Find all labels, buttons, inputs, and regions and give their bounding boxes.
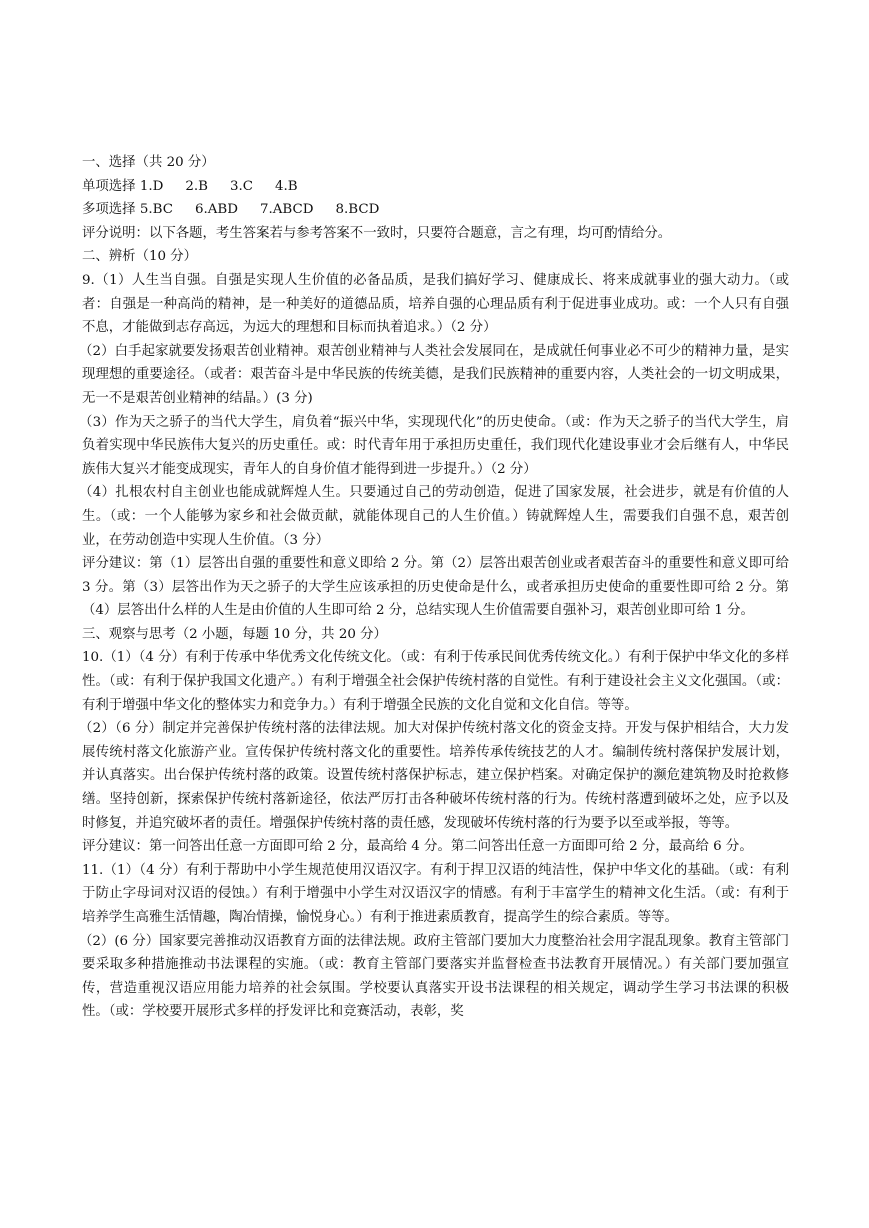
section3-heading: 三、观察与思考（2 小题，每题 10 分，共 20 分） <box>82 626 387 642</box>
q9-part3: （3）作为天之骄子的当代大学生，肩负着“振兴中华，实现现代化”的历史使命。（或：作为天之骄子的当代大学生，肩负着实现中华民族伟大复兴的历史重任。或：时代青年用于承担历史重任，我们现代化建设事业才会后继有人，中华民族伟大复兴才能变成现实，青年人的自身价值才能得到进一步提升。）（2 分） <box>79 414 789 477</box>
section1-heading: 一、选择（共 20 分） <box>82 155 215 170</box>
answer-4: 4.B <box>275 178 298 194</box>
answer-key-page <box>79 151 789 1024</box>
q9-part4: （4）扎根农村自主创业也能成就辉煌人生。只要通过自己的劳动创造，促进了国家发展，社会进步，就是有价值的人生。（或：一个人能够为家乡和社会做贡献，就能体现自己的人生价值。）铸就辉煌人生，需要我们自强不息，艰苦创业，在劳动创造中实现人生价值。（3 分） <box>79 485 789 548</box>
answer-8: 8.BCD <box>335 202 380 218</box>
answer-5: 5.BC <box>139 202 173 218</box>
q11-part2: （2）(6 分）国家要完善推动汉语教育方面的法律法规。政府主管部门要加大力度整治社会用字混乱现象。教育主管部门要采取多种措施推动书法课程的实施。（或：教育主管部门要落实并监督检查书法教育开展情况。）有关部门要加强宣传，营造重视汉语应用能力培养的社会氛围。学校要认真落实开设书法课程的相关规定，调动学生学习书法课的积极性。（或：学校要开展形式多样的抒发评比和竞赛活动，表彰，奖 <box>79 933 789 1020</box>
section2-scoring-note: 评分建议：第（1）层答出自强的重要性和意义即给 2 分。第（2）层答出艰苦创业或者艰苦奋斗的重要性和意义即可给 3 分。第（3）层答出作为天之骄子的大学生应该承担的历史使命是什么，或者承担历史使命的重要性即可给 2 分。第（4）层答出什么样的人生是由价值的人生即可给 2 分，总结实现人生价值需要自强补习，艰苦创业即可给 1 分。 <box>82 556 789 619</box>
q10-part1: 10.（1）（4 分）有利于传承中华优秀文化传统文化。（或：有利于传承民间优秀传统文化。）有利于保护中华文化的多样性。（或：有利于保护我国文化遗产。）有利于增强全社会保护传统村落的自觉性。有利于建设社会主义文化强国。（或：有利于增强中华文化的整体实力和竞争力。）有利于增强全民族的文化自觉和文化自信。等等。 <box>82 650 789 713</box>
answer-3: 3.C <box>229 178 253 194</box>
section1-scoring-note: 评分说明：以下各题，考生答案若与参考答案不一致时，只要符合题意，言之有理，均可酌情给分。 <box>82 225 672 241</box>
q9-part1: 9.（1）人生当自强。自强是实现人生价值的必备品质，是我们搞好学习、健康成长、将来成就事业的强大动力。（或者：自强是一种高尚的精神，是一种美好的道德品质，培养自强的心理品质有利于促进事业成功。或：一个人只有自强不息，才能做到志存高远，为远大的理想和目标而执着追求。）（2 分） <box>82 272 789 336</box>
multi-choice-answers <box>82 198 789 222</box>
single-choice-answers <box>82 175 789 199</box>
q11-part1: 11.（1）（4 分）有利于帮助中小学生规范使用汉语汉字。有利于捍卫汉语的纯洁性，保护中华文化的基础。（或：有利于防止字母词对汉语的侵蚀。）有利于增强中小学生对汉语汉字的情感。有利于丰富学生的精神文化生活。（或：有利于培养学生高雅生活情趣，陶冶情操，愉悦身心。）有利于推进素质教育，提高学生的综合素质。等等。 <box>82 862 789 925</box>
single-choice-label: 单项选择 <box>82 178 136 194</box>
answer-6: 6.ABD <box>194 202 238 218</box>
q10-part2: （2）（6 分）制定并完善保护传统村落的法律法规。加大对保护传统村落文化的资金支持。开发与保护相结合，大力发展传统村落文化旅游产业。宣传保护传统村落文化的重要性。培养传承传统技艺的人才。编制传统村落保护发展计划，并认真落实。出台保护传统村落的政策。设置传统村落保护标志，建立保护档案。对确定保护的濒危建筑物及时抢救修缮。坚持创新，探索保护传统村落新途径，依法严厉打击各种破坏传统村落的行为。传统村落遭到破坏之处，应予以及时修复，并追究破坏者的责任。增强保护传统村落的责任感，发现破坏传统村落的行为要予以至或举报，等等。 <box>79 721 789 831</box>
q10-scoring-note: 评分建议：第一问答出任意一方面即可给 2 分，最高给 4 分。第二问答出任意一方面即可给 2 分，最高给 6 分。 <box>82 839 753 855</box>
answer-1: 1.D <box>139 178 164 194</box>
multi-choice-label: 多项选择 <box>82 202 136 218</box>
section2-heading: 二、辨析（10 分） <box>82 249 198 265</box>
answer-7: 7.ABCD <box>259 202 314 218</box>
q9-part2: （2）白手起家就要发扬艰苦创业精神。艰苦创业精神与人类社会发展同在，是成就任何事业必不可少的精神力量，是实现理想的重要途径。（或者：艰苦奋斗是中华民族的传统美德，是我们民族精神的重要内容，人类社会的一切文明成果，无一不是艰苦创业精神的结晶。）(3 分) <box>79 343 789 406</box>
answer-2: 2.B <box>185 178 208 194</box>
